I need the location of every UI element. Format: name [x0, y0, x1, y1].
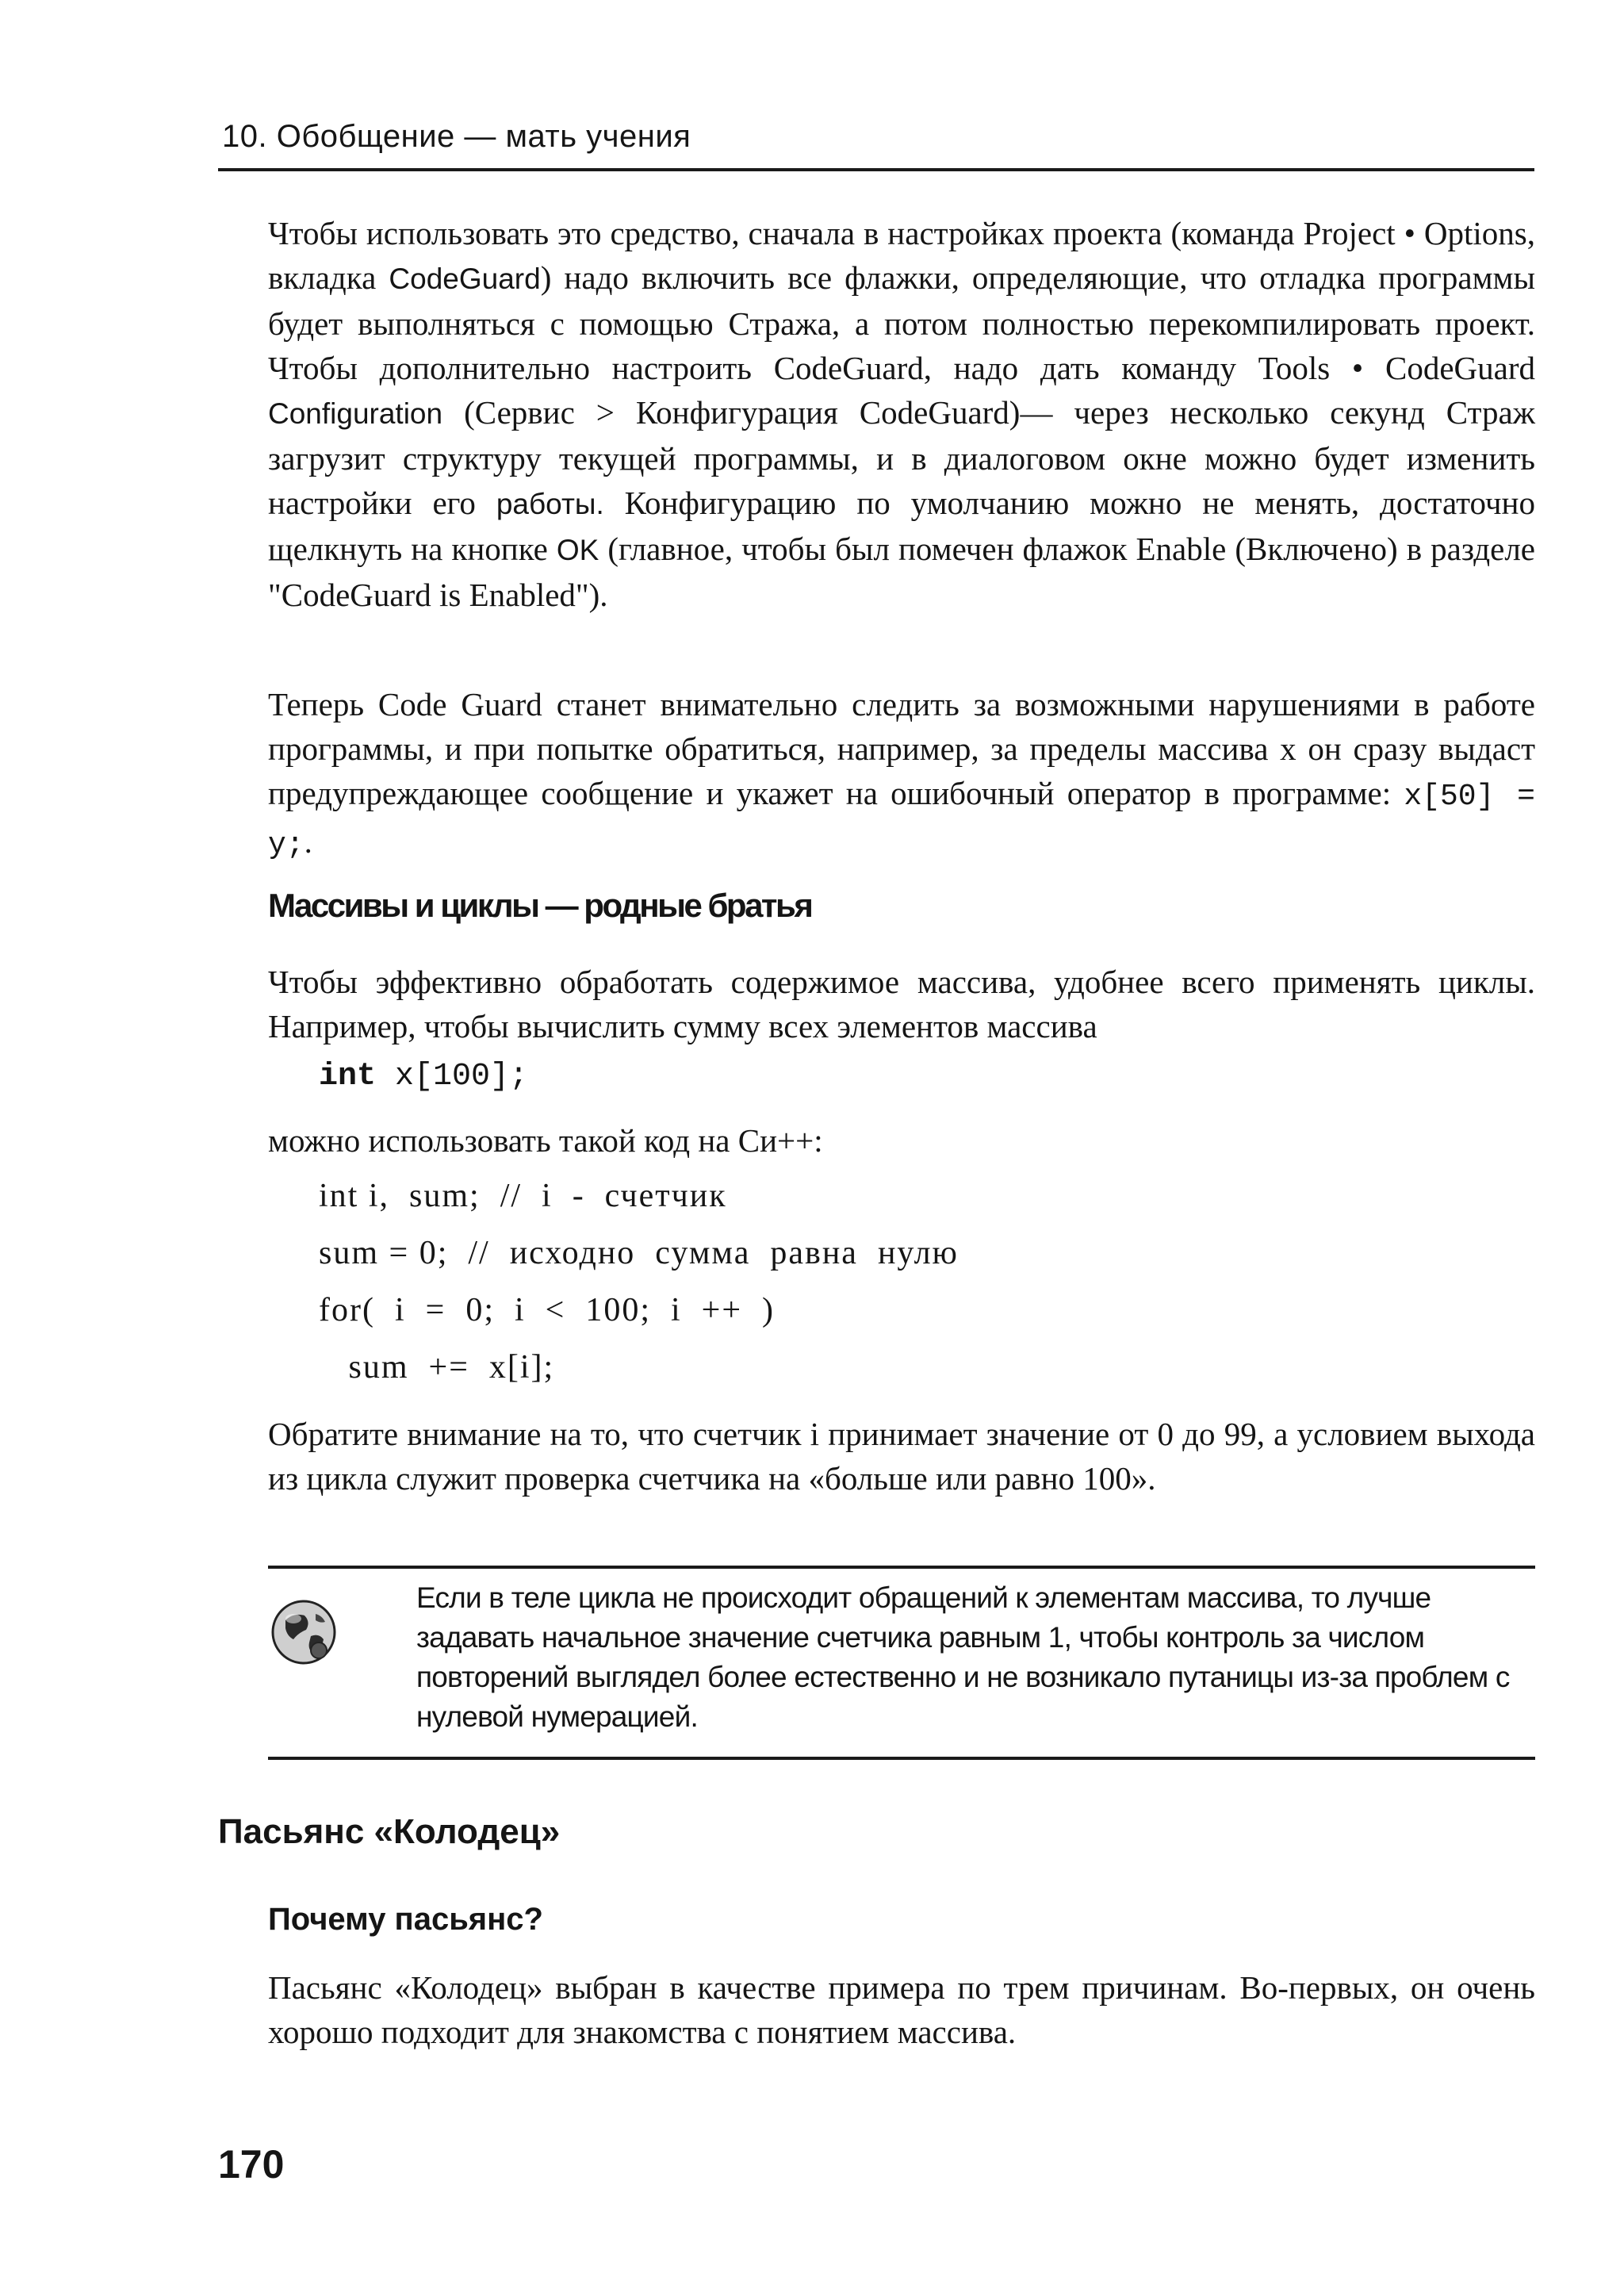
subsection-title-why-solitaire: Почему пасьянс?	[268, 1902, 543, 1937]
paragraph-text: .	[304, 823, 312, 860]
paragraph-codeguard-setup	[268, 211, 1535, 617]
header-rule	[218, 168, 1534, 171]
section-title-solitaire: Пасьянс «Колодец»	[218, 1812, 561, 1851]
code-keyword: int	[319, 1059, 377, 1094]
paragraph-arrays-intro: Чтобы эффективно обработать содержимое массива, удобнее всего применять циклы. Например, чтобы вычислить сумму всех элементов массива	[268, 964, 1535, 1045]
code-declaration	[319, 1059, 528, 1094]
section-heading-arrays: Массивы и циклы — родные братья	[268, 887, 812, 924]
code-text: x[100];	[376, 1059, 529, 1094]
globe-icon	[270, 1598, 338, 1666]
paragraph-text: (главное, чтобы был помечен флажок Enable (Включено) в разделе "CodeGuard is Enabled").	[268, 531, 1535, 613]
paragraph-code-lead-in: можно использовать такой код на Си++:	[268, 1122, 823, 1159]
paragraph-text: Конфигурацию по умолчанию можно не менять, достаточно щелкнуть на кнопке	[268, 485, 1535, 567]
code-line: sum += x[i];	[319, 1349, 555, 1386]
code-line: for( i = 0; i < 100; i ++ )	[319, 1292, 776, 1328]
running-header: 10. Обобщение — мать учения	[222, 119, 691, 154]
paragraph-text: ) надо включить все флажки, определяющие, что отладка программы будет выполняться с помощью Стража, а потом полностью перекомпилировать проект. Чтобы дополнительно настроить CodeGuard, надо дать команду Tools • CodeGuard	[268, 259, 1536, 386]
paragraph-codeguard-monitoring	[268, 682, 1535, 868]
paragraph-solitaire-intro: Пасьянс «Колодец» выбран в качестве примера по трем причинам. Во-первых, он очень хорошо подходит для знакомства с понятием массива.	[268, 1969, 1535, 2050]
paragraph-text: Теперь Code Guard станет внимательно следить за возможными нарушениями в работе программы, и при попытке обратиться, например, за пределы массива x он сразу выдаст предупреждающее сообщение и укажет на ошибочный оператор в программе:	[268, 686, 1535, 811]
note-top-rule	[268, 1566, 1535, 1569]
paragraph-text: Чтобы использовать это средство, сначала в настройках проекта (команда Project • Options, вкладка	[268, 215, 1535, 296]
note-bottom-rule	[268, 1757, 1535, 1760]
paragraph-text: (Сервис > Конфигурация CodeGuard)— через несколько секунд Страж загрузит структуру текущей программы, и в диалоговом окне можно будет изменить настройки его	[268, 394, 1535, 521]
configuration-term: Configuration	[268, 397, 443, 430]
paragraph-loop-explanation: Обратите внимание на то, что счетчик i принимает значение от 0 до 99, а условием выхода из цикла служит проверка счетчика на «больше или равно 100».	[268, 1416, 1535, 1497]
note-text: Если в теле цикла не происходит обращений к элементам массива, то лучше задавать начальное значение счетчика равным 1, чтобы контроль за числом повторений выглядел более естественно и не возникало путаницы из-за проблем с нулевой нумерацией.	[416, 1581, 1510, 1733]
page-number: 170	[218, 2142, 285, 2187]
codeguard-tab-term: CodeGuard	[389, 263, 541, 295]
code-line: sum = 0; // исходно сумма равна нулю	[319, 1235, 959, 1271]
ok-button-term: OK	[556, 534, 599, 566]
code-line: int i, sum; // i - счетчик	[319, 1178, 727, 1214]
work-word: работы.	[496, 488, 604, 520]
inline-code: x[50] = y;	[268, 780, 1535, 862]
